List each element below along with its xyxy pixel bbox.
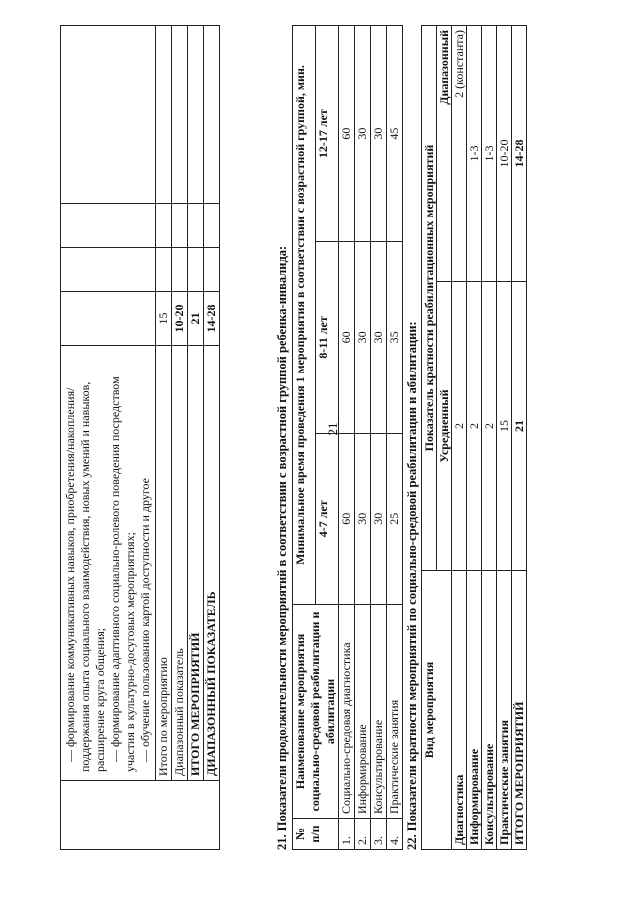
empty-cell (156, 204, 172, 248)
table-row (339, 26, 355, 850)
col-header-group: Минимальное время проведения 1 мероприятия в соответствии с возрастной группой, мин. (293, 26, 316, 605)
empty-cell (188, 204, 204, 248)
empty-cell (61, 292, 156, 346)
table-row (172, 26, 188, 850)
row-value: 30 (355, 26, 371, 242)
empty-cell (156, 248, 172, 292)
row-avg: 2 (452, 282, 467, 571)
table-row (482, 26, 497, 850)
page-number: 21 (325, 422, 340, 436)
col-header-age: 12-17 лет (316, 26, 339, 242)
bullet-item: — формирование коммуникативных навыков, приобретения/накопления/поддержания опыта социального взаимодействия, новых умений и навыков, расширение круга общения; (63, 381, 107, 772)
empty-cell (61, 26, 156, 204)
bullet-item: — формирование адаптивного социально-ролевого поведения посредством участия в культурно-досуговых мероприятиях; (108, 376, 137, 772)
table-header-row (293, 26, 316, 850)
empty-cell (61, 204, 156, 248)
row-value: 60 (339, 242, 355, 433)
table-header-row (422, 26, 437, 850)
row-avg: 21 (512, 282, 527, 571)
row-name: Практические занятия (497, 571, 512, 850)
col-header-avg: Усредненный (437, 282, 452, 571)
row-value: 60 (339, 433, 355, 604)
row-value: 35 (387, 242, 403, 433)
section-21-caption: 21. Показатели продолжительности мероприятий в соответствии с возрастной группой ребенка-инвалида: (275, 245, 289, 850)
row-label: ИТОГО МЕРОПРИЯТИЙ (188, 346, 204, 781)
table-row (188, 26, 204, 850)
rotated-page-content (60, 25, 526, 850)
table-row (387, 26, 403, 850)
row-label: ДИАПАЗОННЫЙ ПОКАЗАТЕЛЬ (204, 346, 220, 781)
row-name: Консультирование (371, 605, 387, 819)
empty-cell (172, 204, 188, 248)
col-header-range: Диапазонный (437, 26, 452, 282)
row-value: 30 (371, 433, 387, 604)
row-range: 10-20 (497, 26, 512, 282)
row-num: 1. (339, 819, 355, 850)
row-num: 2. (355, 819, 371, 850)
table-row (355, 26, 371, 850)
row-label: Диапазонный показатель (172, 346, 188, 781)
col-header-age: 8-11 лет (316, 242, 339, 433)
row-name: Информирование (355, 605, 371, 819)
table-row (371, 26, 387, 850)
row-range: 1-3 (467, 26, 482, 282)
empty-cell (188, 248, 204, 292)
row-num: 3. (371, 819, 387, 850)
row-value: 15 (156, 292, 172, 346)
empty-cell (172, 248, 188, 292)
col-header-name: Вид мероприятия (422, 571, 452, 850)
empty-cell (204, 26, 220, 204)
empty-cell (172, 26, 188, 204)
table-row (452, 26, 467, 850)
row-avg: 15 (497, 282, 512, 571)
empty-cell (61, 248, 156, 292)
row-range: 2 (константа) (452, 26, 467, 282)
row-name: Практические занятия (387, 605, 403, 819)
row-value: 30 (355, 433, 371, 604)
bullets-cell (61, 346, 156, 781)
row-name: ИТОГО МЕРОПРИЯТИЙ (512, 571, 527, 850)
row-range: 14-28 (512, 26, 527, 282)
row-avg: 2 (482, 282, 497, 571)
section-22-caption: 22. Показатели кратности мероприятий по социально-средовой реабилитации и абилитации: (405, 321, 419, 850)
row-num: 4. (387, 819, 403, 850)
table-row (497, 26, 512, 850)
row-name: Консультирование (482, 571, 497, 850)
bullet-item: — обучение пользованию картой доступности и другое (138, 478, 152, 762)
row-avg: 2 (467, 282, 482, 571)
top-table (60, 25, 220, 850)
row-value: 10-20 (172, 292, 188, 346)
row-value: 14-28 (204, 292, 220, 346)
col-header-name: Наименование мероприятия социально-средовой реабилитации и абилитации (293, 605, 339, 819)
row-name: Информирование (467, 571, 482, 850)
row-name: Диагностика (452, 571, 467, 850)
row-value: 60 (339, 26, 355, 242)
row-value: 30 (371, 242, 387, 433)
frequency-table (421, 25, 527, 850)
empty-cell (204, 204, 220, 248)
table-row (156, 26, 172, 850)
row-value: 30 (371, 26, 387, 242)
row-value: 25 (387, 433, 403, 604)
empty-cell (61, 781, 220, 850)
table-row (467, 26, 482, 850)
table-row (61, 26, 156, 850)
row-value: 30 (355, 242, 371, 433)
duration-table (292, 25, 403, 850)
empty-cell (204, 248, 220, 292)
col-header-group: Показатель кратности реабилитационных мероприятий (422, 26, 437, 571)
row-value: 21 (188, 292, 204, 346)
empty-cell (156, 26, 172, 204)
row-range: 1-3 (482, 26, 497, 282)
col-header-num: № п/п (293, 819, 339, 850)
table-row (204, 26, 220, 850)
table-row (512, 26, 527, 850)
row-name: Социально-средовая диагностика (339, 605, 355, 819)
row-label: Итого по мероприятию (156, 346, 172, 781)
row-value: 45 (387, 26, 403, 242)
col-header-age: 4-7 лет (316, 433, 339, 604)
empty-cell (188, 26, 204, 204)
